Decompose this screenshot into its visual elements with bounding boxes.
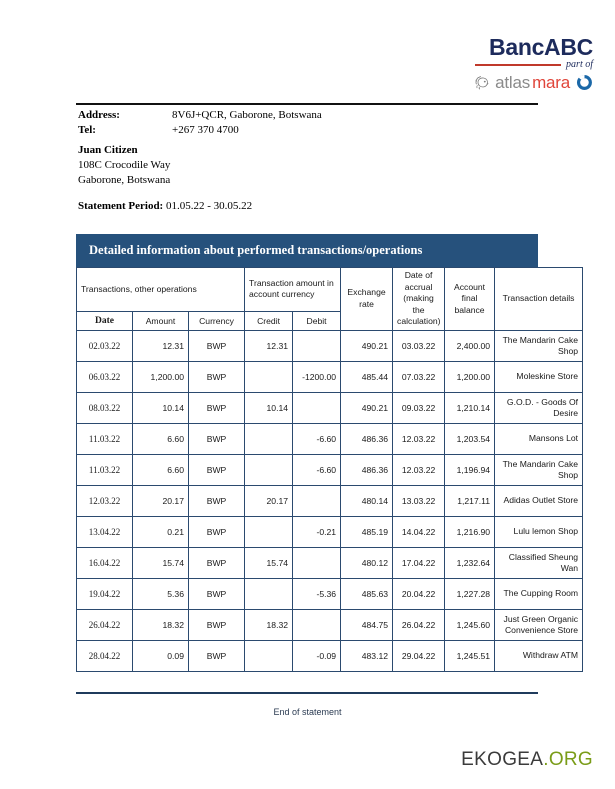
cell-debit: -1200.00 [293, 361, 341, 392]
cell-account-final-balance: 1,210.14 [445, 392, 495, 423]
cell-debit: -0.09 [293, 640, 341, 671]
table-row [77, 547, 583, 578]
cell-credit: 12.31 [245, 330, 293, 361]
cell-credit [245, 578, 293, 609]
customer-address-block [78, 143, 170, 188]
cell-account-final-balance: 1,216.90 [445, 516, 495, 547]
cell-amount: 15.74 [133, 547, 189, 578]
cell-date-of-accrual: 14.04.22 [393, 516, 445, 547]
cell-date-of-accrual: 09.03.22 [393, 392, 445, 423]
cell-exchange-rate: 483.12 [341, 640, 393, 671]
cell-credit: 15.74 [245, 547, 293, 578]
table-body [77, 330, 583, 671]
cell-date: 13.04.22 [77, 516, 133, 547]
cell-exchange-rate: 490.21 [341, 392, 393, 423]
cell-currency: BWP [189, 609, 245, 640]
cell-date-of-accrual: 20.04.22 [393, 578, 445, 609]
cell-debit [293, 485, 341, 516]
header-account-final-balance: Account final balance [445, 268, 495, 331]
cell-date: 11.03.22 [77, 454, 133, 485]
cell-account-final-balance: 1,232.64 [445, 547, 495, 578]
cell-exchange-rate: 480.14 [341, 485, 393, 516]
cell-date: 11.03.22 [77, 423, 133, 454]
table-row [77, 454, 583, 485]
cell-debit: -0.21 [293, 516, 341, 547]
watermark [461, 749, 593, 771]
cell-amount: 0.09 [133, 640, 189, 671]
watermark-tld: .ORG [543, 749, 593, 770]
header-date-of-accrual: Date of accrual (making the calculation) [393, 268, 445, 331]
table-row [77, 516, 583, 547]
table-header-group-row [77, 268, 583, 312]
cell-debit: -5.36 [293, 578, 341, 609]
cell-transaction-details: Withdraw ATM [495, 640, 583, 671]
cell-date-of-accrual: 29.04.22 [393, 640, 445, 671]
cell-date-of-accrual: 12.03.22 [393, 423, 445, 454]
cell-debit: -6.60 [293, 454, 341, 485]
cell-date-of-accrual: 17.04.22 [393, 547, 445, 578]
statement-period-value: 01.05.22 - 30.05.22 [165, 200, 253, 212]
cell-date-of-accrual: 26.04.22 [393, 609, 445, 640]
table-row [77, 640, 583, 671]
cell-amount: 6.60 [133, 423, 189, 454]
cell-debit [293, 547, 341, 578]
cell-exchange-rate: 486.36 [341, 454, 393, 485]
cell-date-of-accrual: 12.03.22 [393, 454, 445, 485]
cell-exchange-rate: 486.36 [341, 423, 393, 454]
cell-currency: BWP [189, 516, 245, 547]
logo-brand-text: BancABC [489, 34, 593, 60]
cell-date: 02.03.22 [77, 330, 133, 361]
cell-currency: BWP [189, 485, 245, 516]
cell-amount: 10.14 [133, 392, 189, 423]
cell-currency: BWP [189, 392, 245, 423]
cell-date: 12.03.22 [77, 485, 133, 516]
header-amount: Amount [133, 311, 189, 330]
transactions-table [76, 267, 583, 672]
table-row [77, 485, 583, 516]
cell-currency: BWP [189, 454, 245, 485]
cell-credit [245, 516, 293, 547]
cell-debit [293, 392, 341, 423]
end-of-statement-text: End of statement [273, 707, 342, 717]
header-transaction-details: Transaction details [495, 268, 583, 331]
cell-date-of-accrual: 07.03.22 [393, 361, 445, 392]
customer-street: 108C Crocodile Way [78, 159, 171, 171]
lion-icon [475, 75, 492, 90]
cell-date-of-accrual: 13.03.22 [393, 485, 445, 516]
customer-city: Gaborone, Botswana [78, 174, 171, 186]
cell-credit [245, 454, 293, 485]
cell-date: 06.03.22 [77, 361, 133, 392]
cell-currency: BWP [189, 330, 245, 361]
cell-currency: BWP [189, 640, 245, 671]
cell-amount: 5.36 [133, 578, 189, 609]
header-exchange-rate: Exchange rate [341, 268, 393, 331]
cell-credit: 20.17 [245, 485, 293, 516]
bank-logo [393, 36, 593, 92]
cell-debit [293, 609, 341, 640]
cell-transaction-details: The Cupping Room [495, 578, 583, 609]
cell-transaction-details: G.O.D. - Goods Of Desire [495, 392, 583, 423]
table-row [77, 330, 583, 361]
cell-account-final-balance: 1,217.11 [445, 485, 495, 516]
address-label: Address: [78, 109, 120, 121]
bank-contact-block [78, 108, 322, 138]
statement-period-label: Statement Period: [78, 200, 164, 212]
cell-exchange-rate: 480.12 [341, 547, 393, 578]
header-divider [76, 103, 538, 105]
cell-transaction-details: Moleskine Store [495, 361, 583, 392]
table-row [77, 361, 583, 392]
cell-exchange-rate: 484.75 [341, 609, 393, 640]
cell-exchange-rate: 485.63 [341, 578, 393, 609]
header-debit: Debit [293, 311, 341, 330]
cell-transaction-details: Adidas Outlet Store [495, 485, 583, 516]
bank-address-row [78, 108, 322, 123]
table-row [77, 423, 583, 454]
cell-exchange-rate: 485.19 [341, 516, 393, 547]
address-value: 8V6J+QCR, Gaborone, Botswana [172, 109, 322, 121]
transactions-table-wrap [76, 267, 579, 672]
table-head [77, 268, 583, 331]
cell-currency: BWP [189, 423, 245, 454]
cell-exchange-rate: 490.21 [341, 330, 393, 361]
footer-divider [76, 692, 538, 694]
cell-debit [293, 330, 341, 361]
cell-transaction-details: The Mandarin Cake Shop [495, 330, 583, 361]
header-transactions-group: Transactions, other operations [77, 268, 245, 312]
logo-divider-rule [475, 64, 561, 66]
section-banner [76, 234, 538, 267]
cell-amount: 18.32 [133, 609, 189, 640]
cell-date-of-accrual: 03.03.22 [393, 330, 445, 361]
cell-account-final-balance: 2,400.00 [445, 330, 495, 361]
logo-atlasmara-row [393, 72, 593, 92]
header-credit: Credit [245, 311, 293, 330]
cell-credit: 10.14 [245, 392, 293, 423]
cell-account-final-balance: 1,200.00 [445, 361, 495, 392]
header-date: Date [77, 311, 133, 330]
cell-amount: 0.21 [133, 516, 189, 547]
cell-exchange-rate: 485.44 [341, 361, 393, 392]
logo-mara-text: mara [532, 72, 570, 92]
cell-credit [245, 423, 293, 454]
cell-account-final-balance: 1,196.94 [445, 454, 495, 485]
cell-date: 28.04.22 [77, 640, 133, 671]
cell-date: 26.04.22 [77, 609, 133, 640]
cell-currency: BWP [189, 547, 245, 578]
cell-credit [245, 361, 293, 392]
cell-currency: BWP [189, 578, 245, 609]
table-row [77, 392, 583, 423]
cell-transaction-details: The Mandarin Cake Shop [495, 454, 583, 485]
cell-amount: 1,200.00 [133, 361, 189, 392]
bank-tel-row [78, 123, 322, 138]
table-row [77, 609, 583, 640]
ring-icon [576, 74, 593, 91]
logo-partof-text: part of [566, 59, 593, 70]
cell-amount: 12.31 [133, 330, 189, 361]
cell-amount: 6.60 [133, 454, 189, 485]
table-row [77, 578, 583, 609]
cell-amount: 20.17 [133, 485, 189, 516]
header-transaction-amount-group: Transaction amount in account currency [245, 268, 341, 312]
watermark-name: EKOGEA [461, 749, 544, 770]
cell-currency: BWP [189, 361, 245, 392]
cell-date: 16.04.22 [77, 547, 133, 578]
statement-period [78, 200, 252, 212]
tel-label: Tel: [78, 124, 96, 136]
cell-credit: 18.32 [245, 609, 293, 640]
cell-transaction-details: Lulu lemon Shop [495, 516, 583, 547]
cell-debit: -6.60 [293, 423, 341, 454]
tel-value: +267 370 4700 [172, 124, 239, 136]
cell-account-final-balance: 1,227.28 [445, 578, 495, 609]
cell-credit [245, 640, 293, 671]
cell-account-final-balance: 1,245.51 [445, 640, 495, 671]
cell-date: 19.04.22 [77, 578, 133, 609]
cell-account-final-balance: 1,245.60 [445, 609, 495, 640]
logo-partof-row [393, 60, 593, 70]
cell-transaction-details: Classified Sheung Wan [495, 547, 583, 578]
logo-atlas-text: atlas [495, 72, 531, 92]
cell-transaction-details: Mansons Lot [495, 423, 583, 454]
customer-name: Juan Citizen [78, 144, 138, 156]
header-currency: Currency [189, 311, 245, 330]
cell-account-final-balance: 1,203.54 [445, 423, 495, 454]
section-banner-title: Detailed information about performed transactions/operations [89, 243, 423, 257]
cell-transaction-details: Just Green Organic Convenience Store [495, 609, 583, 640]
cell-date: 08.03.22 [77, 392, 133, 423]
